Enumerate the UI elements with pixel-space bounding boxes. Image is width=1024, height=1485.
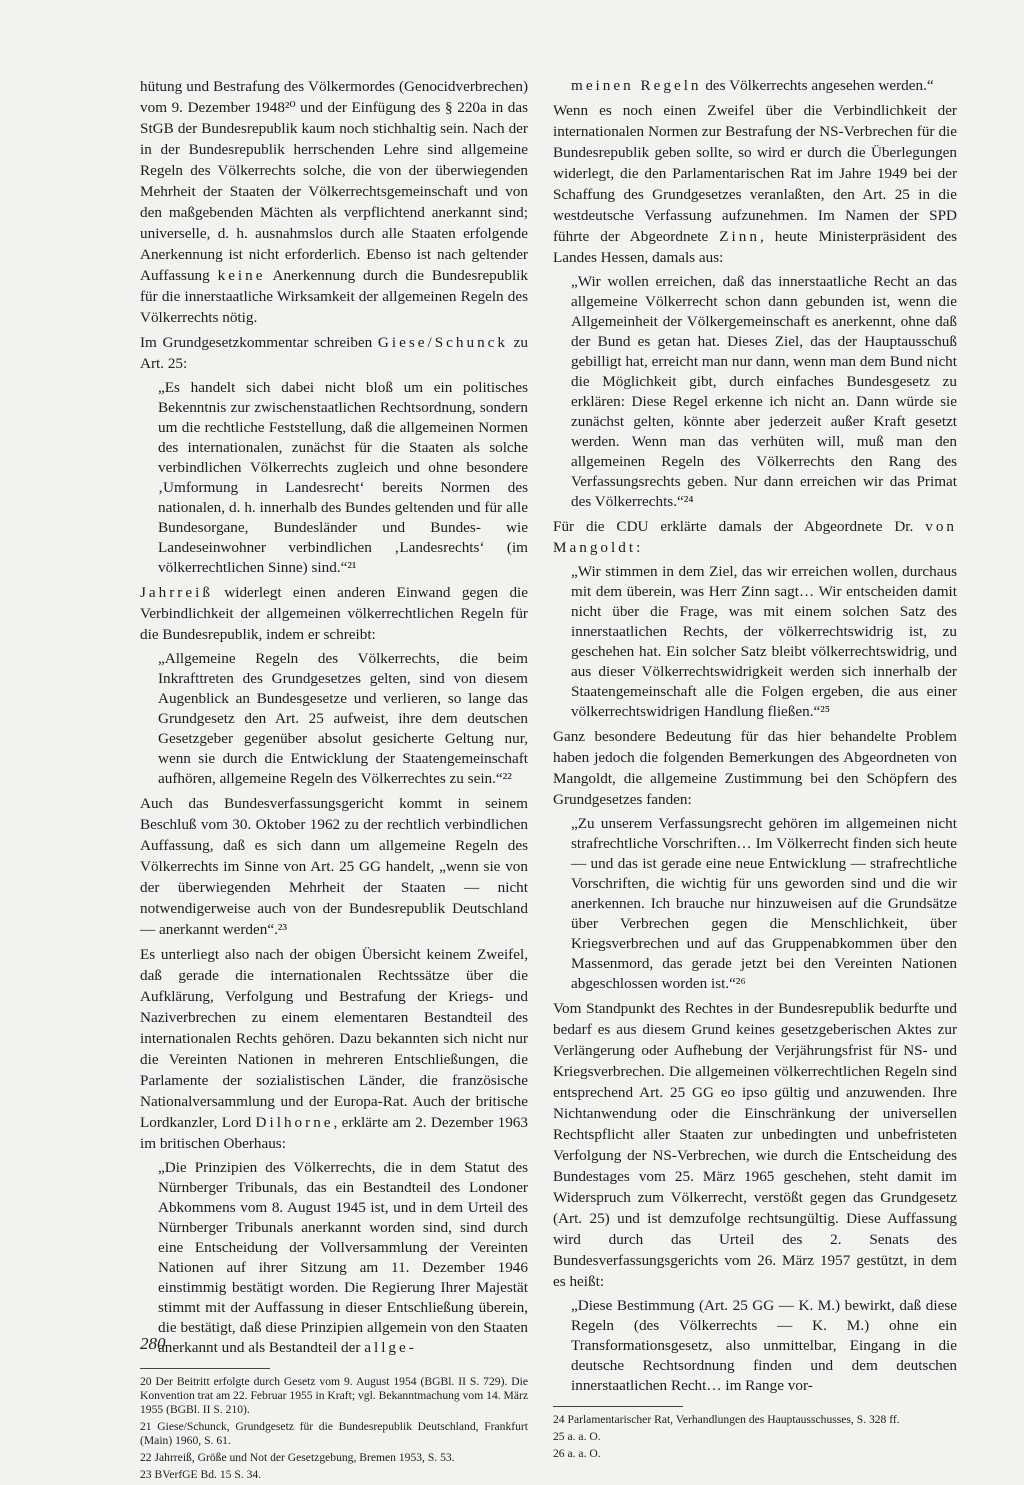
paragraph: Auch das Bundesverfassungsgericht kommt in seinem Beschluß vom 30. Oktober 1962 zu der rechtlich verbindlichen Auffassung, daß es sich dann um allgemeine Regeln des Völkerrechts im Sinne von Art. 25 GG handelt, „wenn sie von der überwiegenden Mehrheit der Staaten — nicht notwendigerweise auch von der Bundesrepublik Deutschland — anerkannt werden“.²³ bbox=[140, 795, 528, 938]
page-number: 280 bbox=[140, 1334, 166, 1353]
quote: meinen Regeln des Völkerrechts angesehen werden.“ bbox=[571, 77, 934, 94]
footnote: 25 a. a. O. bbox=[553, 1430, 601, 1443]
quote: „Allgemeine Regeln des Völkerrechts, die beim Inkrafttreten des Grundgesetzes gelten, sind von diesem Augenblick an Bundesgesetze und verlieren, so lange das Grundgesetz den Art. 25 aufweist, ihre dem deutschen Gesetzgeber gegenüber absolut gesicherte Geltung nur, wenn sie durch die Entwicklung der Staatengemeinschaft aufhören, allgemeine Regeln des Völkerrechtes zu sein.“²² bbox=[158, 650, 528, 787]
footnote: 26 a. a. O. bbox=[553, 1447, 601, 1460]
left-column bbox=[140, 76, 528, 1485]
quote: „Zu unserem Verfassungsrecht gehören im allgemeinen nicht strafrechtliche Vorschriften… Im Völkerrecht finden sich heute — und das ist gerade eine neue Entwicklung — strafrechtliche Vorschriften, die wichtig für uns geworden sind und die wir anerkennen. Ich brauche nur hinzuweisen auf die Grundsätze über Verbrechen gegen die Menschlichkeit, über Kriegsverbrechen und auf das Gruppenabkommen über den Massenmord, das gerade jetzt bei den Vereinten Nationen abgeschlossen worden ist.“²⁶ bbox=[571, 815, 957, 992]
quote: „Diese Bestimmung (Art. 25 GG — K. M.) bewirkt, daß diese Regeln (des Völkerrechts — K. M.) ohne ein Transformationsgesetz, also unmittelbar, Eingang in die deutsche Rechtsordnung finden und dem deutschen innerstaatlichen Recht… im Range vor- bbox=[571, 1297, 957, 1394]
right-column bbox=[553, 76, 957, 1464]
footnote: 20 Der Beitritt erfolgte durch Gesetz vom 9. August 1954 (BGBl. II S. 729). Die Konvention trat am 22. Februar 1955 in Kraft; vgl. Bekanntmachung vom 14. März 1955 (BGBl. II S. 210). bbox=[140, 1375, 528, 1416]
quote: „Wir stimmen in dem Ziel, das wir erreichen wollen, durchaus mit dem überein, was Herr Zinn sagt… Wir entscheiden damit nicht über die Frage, was mit einem solchen Satz des innerstaatlichen Rechts, der völkerrechtswidrig ist, zu geschehen hat. Ein solcher Satz bleibt völkerrechtswidrig, und aus dieser Völkerrechtswidrigkeit werden sich innerhalb der Staatengemeinschaft alle die Folgen ergeben, die aus einer völkerrechtswidrigen Handlung fließen.“²⁵ bbox=[571, 563, 957, 720]
paragraph: Jahrreiß widerlegt einen anderen Einwand gegen die Verbindlichkeit der allgemeinen völkerrechtlichen Regeln für die Bundesrepublik, indem er schreibt: bbox=[140, 584, 528, 643]
paragraph: Es unterliegt also nach der obigen Übersicht keinem Zweifel, daß gerade die internationalen Rechtssätze über die Aufklärung, Verfolgung und Bestrafung der Kriegs- und Naziverbrechen zu einem elementaren Bestandteil des internationalen Rechts gehören. Dazu bekannten sich nicht nur die Vereinten Nationen in mehreren Entschließungen, die Parlamente der sozialistischen Länder, die französische Nationalversammlung und der Europa-Rat. Auch der britische Lordkanzler, Lord Dilhorne, erklärte am 2. Dezember 1963 im britischen Oberhaus: bbox=[140, 946, 528, 1152]
paragraph: Wenn es noch einen Zweifel über die Verbindlichkeit der internationalen Normen zur Bestrafung der NS-Verbrechen für die Bundesrepublik geben sollte, so wird er durch die Überlegungen widerlegt, die den Parlamentarischen Rat im Jahre 1949 bei der Schaffung des Grundgesetzes veranlaßten, den Art. 25 in die westdeutsche Verfassung aufzunehmen. Im Namen der SPD führte der Abgeordnete Zinn, heute Ministerpräsident des Landes Hessen, damals aus: bbox=[553, 102, 957, 266]
footnote-divider bbox=[553, 1406, 683, 1407]
footnote: 22 Jahrreiß, Größe und Not der Gesetzgebung, Bremen 1953, S. 53. bbox=[140, 1451, 455, 1464]
quote: „Die Prinzipien des Völkerrechts, die in dem Statut des Nürnberger Tribunals, das ein Bestandteil des Londoner Abkommens vom 8. August 1945 ist, und in dem Urteil des Nürnberger Tribunals anerkannt worden sind, sind durch eine Entscheidung der Vollversammlung der Vereinten Nationen auf ihrer Sitzung am 11. Dezember 1946 einstimmig bestätigt worden. Die Regierung Ihrer Majestät stimmt mit der Auffassung in dieser Entschließung überein, die bestätigt, daß diese Prinzipien allgemein von den Staaten anerkannt und als Bestandteil der allge- bbox=[158, 1159, 528, 1356]
paragraph: Für die CDU erklärte damals der Abgeordnete Dr. von Mangoldt: bbox=[553, 518, 957, 556]
paragraph: hütung und Bestrafung des Völkermordes (Genocidverbrechen) vom 9. Dezember 1948²⁰ und der Einfügung des § 220a in das StGB der Bundesrepublik kaum noch stichhaltig sein. Nach der in der Bundesrepublik herrschenden Lehre sind allgemeine Regeln des Völkerrechts solche, die von der überwiegenden Mehrheit der Staaten der Völkerrechtsgemeinschaft und von den maßgebenden Mächten als verpflichtend anerkannt sind; universelle, d. h. ausnahmslos durch alle Staaten erfolgende Anerkennung ist nicht erforderlich. Ebenso ist nach geltender Auffassung keine Anerkennung durch die Bundesrepublik für die innerstaatliche Wirksamkeit der allgemeinen Regeln des Völkerrechts nötig. bbox=[140, 78, 528, 326]
paragraph: Ganz besondere Bedeutung für das hier behandelte Problem haben jedoch die folgenden Bemerkungen des Abgeordneten von Mangoldt, die allgemeine Zustimmung bei den Schöpfern des Grundgesetzes fanden: bbox=[553, 728, 957, 808]
quote: „Wir wollen erreichen, daß das innerstaatliche Recht an das allgemeine Völkerrecht schon dann gebunden ist, wenn die Allgemeinheit der Völkergemeinschaft es anerkennt, ohne daß der Bund es getan hat. Dieses Ziel, das der Hauptausschuß gebilligt hat, erreicht man nur dann, wenn man dem Bund nicht die Möglichkeit gibt, durch einfaches Bundesgesetz zu erklären: Diese Regel erkenne ich nicht an. Dann würde sie zunächst gelten, könnte aber jederzeit außer Kraft gesetzt werden. Wenn man das verhüten will, muß man den allgemeinen Regeln des Völkerrechts den Rang des Verfassungsrechts geben. Nur dann erreichen wir das Primat des Völkerrechts.“²⁴ bbox=[571, 273, 957, 510]
paragraph: Im Grundgesetzkommentar schreiben Giese/Schunck zu Art. 25: bbox=[140, 334, 528, 372]
quote: „Es handelt sich dabei nicht bloß um ein politisches Bekenntnis zur zwischenstaatlichen Rechtsordnung, sondern um die rechtliche Feststellung, daß die allgemeinen Normen des internationalen, zunächst für die Staaten als solche verbindlichen Völkerrechts zugleich und ohne besondere ‚Umformung in Landesrecht‘ bereits Normen des nationalen, d. h. innerhalb des Bundes geltenden und für alle Bundesorgane, Bundesländer und Bundes- wie Landeseinwohner verbindlichen ‚Landesrechts‘ (im völkerrechtlichen Sinne) sind.“²¹ bbox=[158, 379, 528, 576]
footnote: 24 Parlamentarischer Rat, Verhandlungen des Hauptausschusses, S. 328 ff. bbox=[553, 1413, 900, 1426]
paragraph: Vom Standpunkt des Rechtes in der Bundesrepublik bedurfte und bedarf es aus diesem Grund keines gesetzgeberischen Aktes zur Verlängerung oder Aufhebung der Verjährungsfrist für NS- und Kriegsverbrechen. Die allgemeinen völkerrechtlichen Regeln sind entsprechend Art. 25 GG eo ipso gültig und anzuwenden. Ihre Nichtanwendung oder die Einschränkung der universellen Rechtspflicht aller Staaten zur unbedingten und unbefristeten Verfolgung der NS-Verbrechen, wie durch die Entscheidung des Bundestages vom 25. März 1965 geschehen, steht damit im Widerspruch zum Völkerrecht, verstößt gegen das Grundgesetz (Art. 25) und ist demzufolge rechtsungültig. Diese Auffassung wird durch das Urteil des 2. Senats des Bundesverfassungsgerichts vom 26. März 1957 gestützt, in dem es heißt: bbox=[553, 1000, 957, 1290]
footnote: 23 BVerfGE Bd. 15 S. 34. bbox=[140, 1468, 262, 1481]
footnote: 21 Giese/Schunck, Grundgesetz für die Bundesrepublik Deutschland, Frankfurt (Main) 1960, S. 61. bbox=[140, 1420, 528, 1447]
footnote-divider bbox=[140, 1368, 270, 1369]
